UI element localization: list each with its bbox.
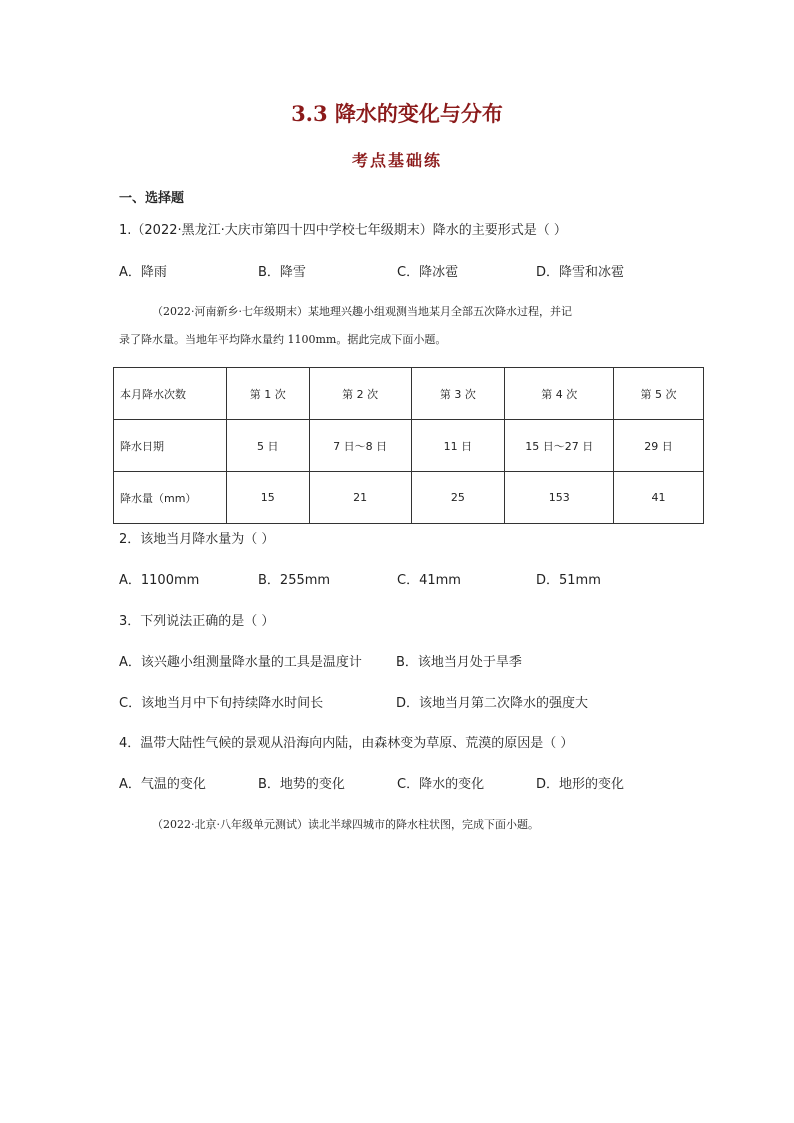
question-3-stem: 3．下列说法正确的是（ ） [119, 614, 275, 629]
question-2-option-d[interactable]: D．51mm [536, 573, 601, 588]
question-3-options-row-2 [119, 692, 679, 710]
question-3-option-b[interactable]: B．该地当月处于旱季 [396, 655, 522, 670]
question-1-stem: 1.（2022·黑龙江·大庆市第四十四中学校七年级期末）降水的主要形式是（ ） [119, 223, 567, 238]
question-4-options [119, 773, 679, 791]
question-1-option-c[interactable]: C．降冰雹 [397, 265, 459, 280]
passage-1-line-1: （2022·河南新乡·七年级期末）某地理兴趣小组观测当地某月全部五次降水过程，并记 [152, 305, 572, 318]
table-cell: 11 日 [411, 420, 505, 472]
table-cell: 降水日期 [114, 420, 227, 472]
table-cell: 41 [614, 472, 704, 524]
question-4-option-b[interactable]: B．地势的变化 [258, 777, 345, 792]
table-header-cell: 第 4 次 [505, 368, 614, 420]
precipitation-table [113, 367, 704, 524]
question-4-option-c[interactable]: C．降水的变化 [397, 777, 485, 792]
question-2-option-c[interactable]: C．41mm [397, 573, 461, 588]
question-2-option-b[interactable]: B．255mm [258, 573, 331, 588]
table-cell: 21 [309, 472, 411, 524]
question-2-option-a[interactable]: A．1100mm [119, 573, 200, 588]
passage-2: （2022·北京·八年级单元测试）读北半球四城市的降水柱状图，完成下面小题。 [152, 818, 539, 831]
table-header-cell: 第 1 次 [226, 368, 309, 420]
question-1-option-b[interactable]: B．降雪 [258, 265, 306, 280]
table-cell: 降水量（mm） [114, 472, 227, 524]
table-cell: 25 [411, 472, 505, 524]
table-row [114, 472, 704, 524]
question-4-option-a[interactable]: A．气温的变化 [119, 777, 206, 792]
question-1-option-a[interactable]: A．降雨 [119, 265, 167, 280]
table-cell: 153 [505, 472, 614, 524]
table-cell: 29 日 [614, 420, 704, 472]
question-3-option-d[interactable]: D．该地当月第二次降水的强度大 [396, 696, 589, 711]
question-3-options-row-1 [119, 651, 679, 669]
question-2-options [119, 569, 679, 587]
question-4-option-d[interactable]: D．地形的变化 [536, 777, 625, 792]
table-header-cell: 第 5 次 [614, 368, 704, 420]
page-title: 3.3 降水的变化与分布 [291, 101, 503, 126]
question-3-option-c[interactable]: C．该地当月中下旬持续降水时间长 [119, 696, 324, 711]
question-1-options [119, 261, 679, 279]
table-header-row [114, 368, 704, 420]
table-cell: 7 日～8 日 [309, 420, 411, 472]
question-2-stem: 2．该地当月降水量为（ ） [119, 532, 275, 547]
question-1-option-d[interactable]: D．降雪和冰雹 [536, 265, 625, 280]
table-cell: 15 日～27 日 [505, 420, 614, 472]
question-4-stem: 4．温带大陆性气候的景观从沿海向内陆，由森林变为草原、荒漠的原因是（ ） [119, 736, 574, 751]
table-cell: 5 日 [226, 420, 309, 472]
table-header-cell: 第 3 次 [411, 368, 505, 420]
table-header-cell: 第 2 次 [309, 368, 411, 420]
question-3-option-a[interactable]: A．该兴趣小组测量降水量的工具是温度计 [119, 655, 362, 670]
page-subtitle: 考点基础练 [351, 151, 442, 170]
table-row [114, 420, 704, 472]
section-heading: 一、选择题 [119, 191, 185, 206]
table-header-cell: 本月降水次数 [114, 368, 227, 420]
table-cell: 15 [226, 472, 309, 524]
passage-1-line-2: 录了降水量。当地年平均降水量约 1100mm。据此完成下面小题。 [119, 333, 447, 346]
